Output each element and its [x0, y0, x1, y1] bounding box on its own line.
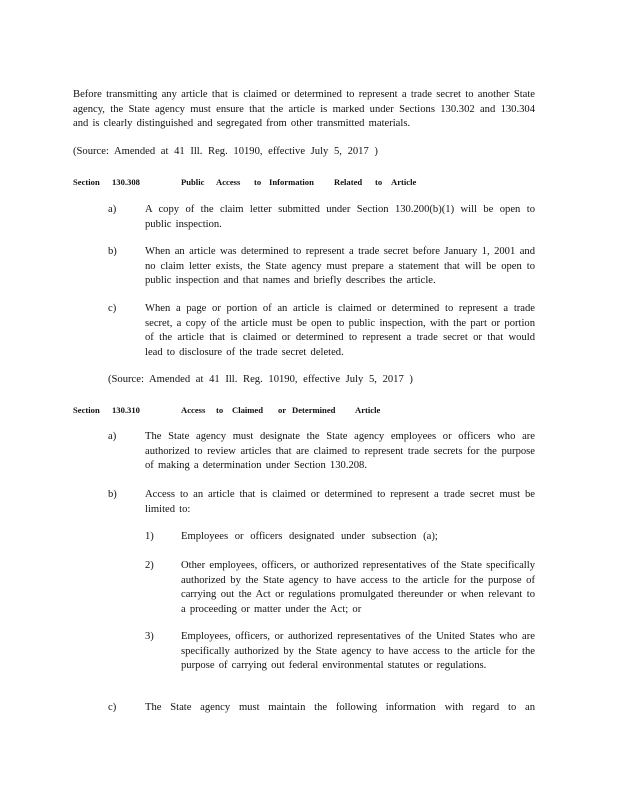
section-title-word: Public: [181, 177, 205, 187]
source-note: (Source: Amended at 41 Ill. Reg. 10190, effective July 5, 2017 ): [108, 374, 413, 385]
section-title-word: Access: [216, 177, 241, 187]
item-label: a): [108, 431, 117, 442]
item-label: b): [108, 246, 117, 257]
section-title-word: Claimed: [232, 405, 264, 415]
section-number: 130.310: [112, 405, 140, 415]
item-label: b): [108, 489, 117, 500]
section-title-word: Information: [269, 177, 314, 187]
section-heading-130-308: [73, 176, 543, 188]
intro-paragraph: Before transmitting any article that is claimed or determined to represent a trade secret to another State agency, the State agency must ensure that the article is marked under Sections 130.302 and 130.304 and is clearly distinguished and segregated from other transmitted materials.: [73, 89, 535, 130]
sub-list-item: Other employees, officers, or authorized representatives of the State specifically authorized by the State agency to have access to the article for the purpose of carrying out the Act or regulations promulgated thereunder or when relevant to a proceeding or matter under the Act; or: [181, 560, 535, 615]
list-item: The State agency must designate the State agency employees or officers who are authorized to review articles that are claimed to represent trade secrets for the purpose of making a determination under Section 130.208.: [145, 431, 535, 472]
section-title-word: or: [278, 405, 287, 415]
sub-item-label: 1): [145, 531, 154, 542]
item-label: a): [108, 204, 117, 215]
section-title-word: Article: [391, 177, 417, 187]
sub-list-item: Employees, officers, or authorized representatives of the United States who are specifically authorized by the State agency to have access to the article for the purpose of carrying out federal environmental statutes or regulations.: [181, 631, 535, 672]
list-item: A copy of the claim letter submitted under Section 130.200(b)(1) will be open to public inspection.: [145, 204, 535, 230]
item-label: c): [108, 303, 117, 314]
sub-item-label: 3): [145, 631, 154, 642]
section-title-word: Related: [334, 177, 363, 187]
section-heading-130-310: [73, 404, 543, 416]
section-label: Section: [73, 177, 100, 187]
list-item: When an article was determined to represent a trade secret before January 1, 2001 and no claim letter exists, the State agency must prepare a statement that will be open to public inspection and that names and briefly describes the article.: [145, 246, 535, 287]
section-title-word: Access: [181, 405, 206, 415]
list-item: Access to an article that is claimed or determined to represent a trade secret must be limited to:: [145, 489, 535, 515]
section-title-word: to: [254, 177, 262, 187]
sub-list-item: Employees or officers designated under subsection (a);: [181, 531, 438, 542]
source-note: (Source: Amended at 41 Ill. Reg. 10190, effective July 5, 2017 ): [73, 146, 378, 157]
section-title-word: to: [375, 177, 383, 187]
section-title-word: to: [216, 405, 224, 415]
list-item: When a page or portion of an article is claimed or determined to represent a trade secret, a copy of the article must be open to public inspection, with the part or portion of the article that is claimed or determined to represent a trade secret or that would lead to disclosure of the trade secret deleted.: [145, 303, 535, 358]
section-title-word: Article: [355, 405, 381, 415]
section-label: Section: [73, 405, 100, 415]
sub-item-label: 2): [145, 560, 154, 571]
item-label: c): [108, 702, 117, 713]
section-title-word: Determined: [292, 405, 336, 415]
list-item: The State agency must maintain the following information with regard to an: [145, 702, 535, 713]
section-number: 130.308: [112, 177, 140, 187]
